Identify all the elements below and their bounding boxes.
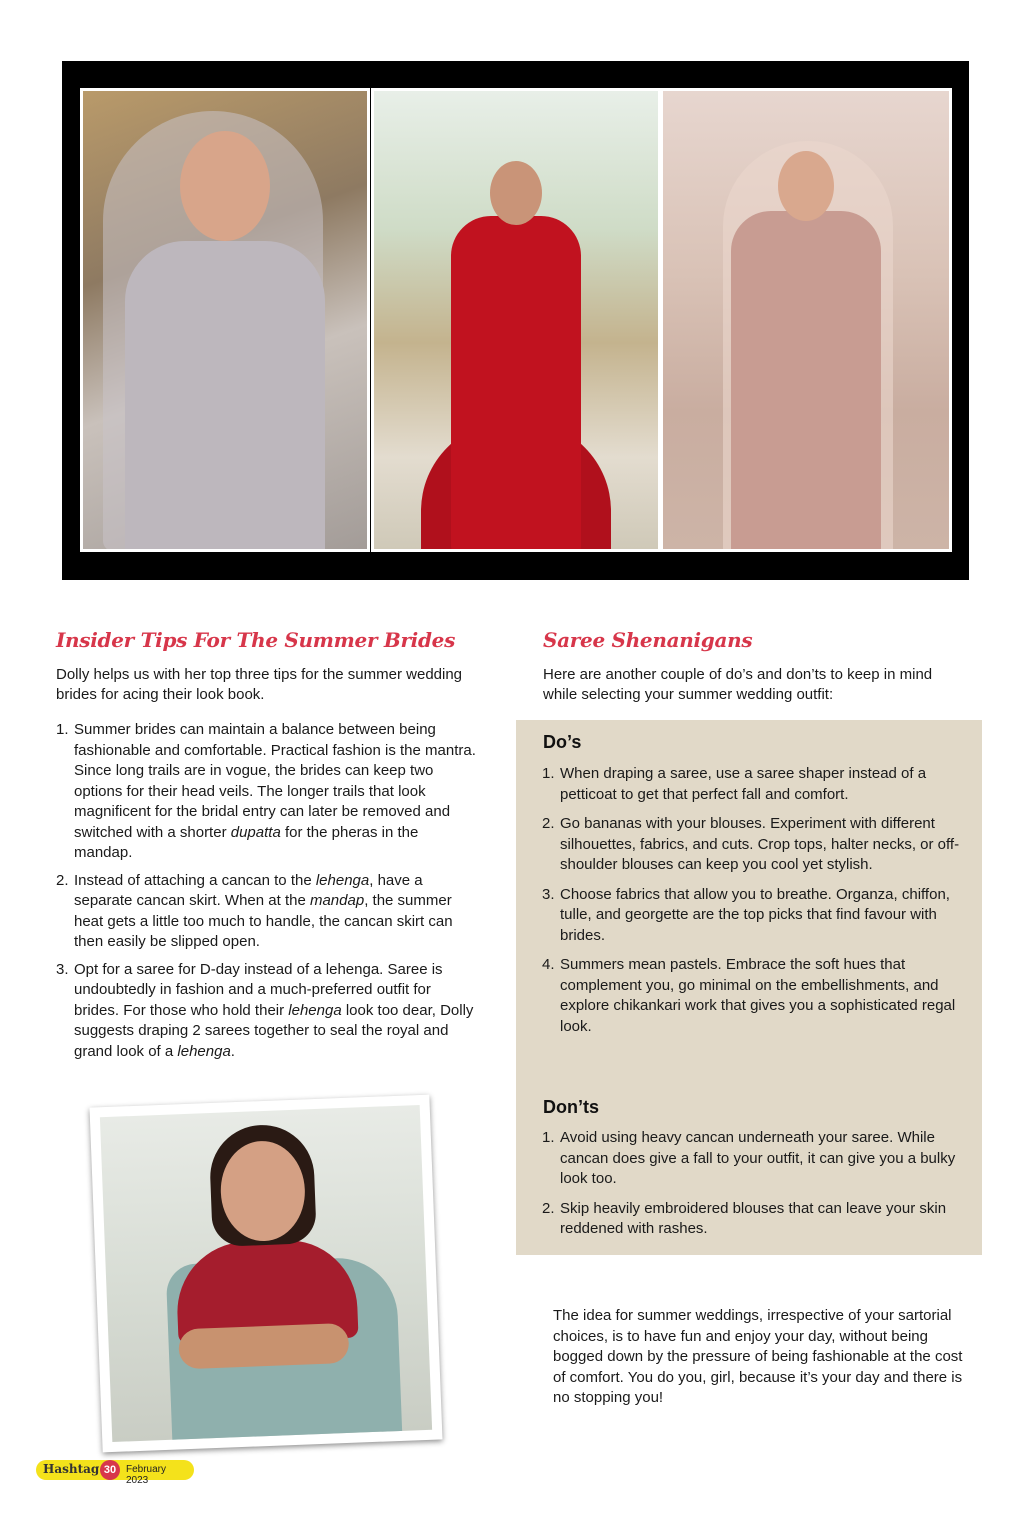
issue-date: February 2023: [126, 1464, 167, 1486]
tip-text: mandap: [309, 892, 365, 909]
tip-item: [56, 720, 476, 864]
tips-list: [56, 720, 476, 1069]
dos-number: 3.: [542, 885, 555, 903]
donts-text: Skip heavily embroidered blouses that can leave your skin reddened with rashes.: [560, 1199, 947, 1237]
dos-item: [542, 814, 962, 876]
dos-text: When draping a saree, use a saree shaper instead of a petticoat to get that perfect fall and comfort.: [560, 765, 927, 803]
dos-number: 1.: [542, 765, 555, 782]
donts-list: [542, 1128, 962, 1249]
tip-number: 1.: [56, 721, 69, 738]
dos-item: [542, 955, 962, 1037]
bride-photo-red-saree: [371, 88, 661, 552]
dos-text: Choose fabrics that allow you to breathe. Organza, chiffon, tulle, and georgette are the top picks that find favour with brides.: [560, 885, 950, 944]
donts-item: [542, 1128, 962, 1190]
dos-donts-box: [516, 720, 982, 1255]
tip-text: lehenga: [288, 1001, 342, 1019]
dos-item: [542, 885, 962, 947]
dos-list: [542, 764, 962, 1046]
bride-photo-silver-lehenga: [80, 88, 370, 552]
tip-text: Summer brides can maintain a balance between being fashionable and comfortable. Practical fashion is the mantra. Since long trails are in vogue, the brides can keep two options for their head veils. The longer trails that look magnificent for the bridal entry can later be removed and switched with a shorter: [74, 721, 476, 841]
page-number: 30: [100, 1460, 120, 1480]
tip-item: [56, 960, 476, 1063]
tip-text: dupatta: [230, 823, 281, 841]
donts-item: [542, 1199, 962, 1240]
donts-heading: Don’ts: [543, 1097, 599, 1117]
closing-paragraph: The idea for summer weddings, irrespective of your sartorial choices, is to have fun and enjoy your day, without being bogged down by the pressure of being fashionable at the cost of comfort. You do you, girl, because it’s your day and there is no stopping you!: [553, 1307, 963, 1406]
dos-text: Go bananas with your blouses. Experiment with different silhouettes, fabrics, and cuts. Crop tops, halter necks, or off-shoulder blouses can keep you cool yet stylish.: [560, 815, 960, 873]
dolly-portrait-photo: [90, 1095, 443, 1453]
bride-photo-pastel-saree: [660, 88, 952, 552]
left-intro: Dolly helps us with her top three tips for the summer wedding brides for acing their look book.: [56, 666, 463, 703]
tip-text: lehenga: [177, 1042, 231, 1060]
dos-number: 2.: [542, 815, 555, 832]
tip-text: .: [230, 1042, 235, 1060]
tip-text: for the pheras in the mandap.: [74, 823, 419, 861]
dos-heading: Do’s: [543, 732, 582, 752]
tip-item: [56, 871, 476, 953]
right-section-title: Saree Shenanigans: [543, 628, 753, 652]
left-section-title: Insider Tips For The Summer Brides: [56, 628, 456, 652]
tip-text: , the summer heat gets a little too much to handle, the cancan skirt can then easily be slipped open.: [74, 892, 453, 950]
donts-number: 1.: [542, 1129, 555, 1146]
brand-logo: Hashtag: [43, 1462, 100, 1476]
tip-text: Instead of attaching a cancan to the: [74, 871, 316, 889]
dos-number: 4.: [542, 956, 555, 973]
tip-number: 3.: [56, 960, 69, 978]
tip-text: Opt for a saree for D-day instead of a lehenga. Saree is undoubtedly in fashion and a much-preferred outfit for brides. For those who hold their: [74, 960, 443, 1019]
dos-text: Summers mean pastels. Embrace the soft hues that complement you, go minimal on the embellishments, and explore chikankari work that gives you a sophisticated regal look.: [560, 956, 956, 1035]
tip-text: look too dear, Dolly suggests draping 2 sarees together to seal the royal and grand look of a: [74, 1001, 474, 1060]
tip-text: lehenga: [315, 871, 370, 889]
tip-text: , have a separate cancan skirt. When at the: [74, 871, 423, 909]
donts-text: Avoid using heavy cancan underneath your saree. While cancan does give a fall to your outfit, it can give you a bulky look too.: [560, 1129, 956, 1187]
donts-number: 2.: [542, 1199, 555, 1217]
tip-number: 2.: [56, 871, 69, 889]
dos-item: [542, 764, 962, 805]
right-intro: Here are another couple of do’s and don’ts to keep in mind while selecting your summer wedding outfit:: [543, 666, 933, 703]
